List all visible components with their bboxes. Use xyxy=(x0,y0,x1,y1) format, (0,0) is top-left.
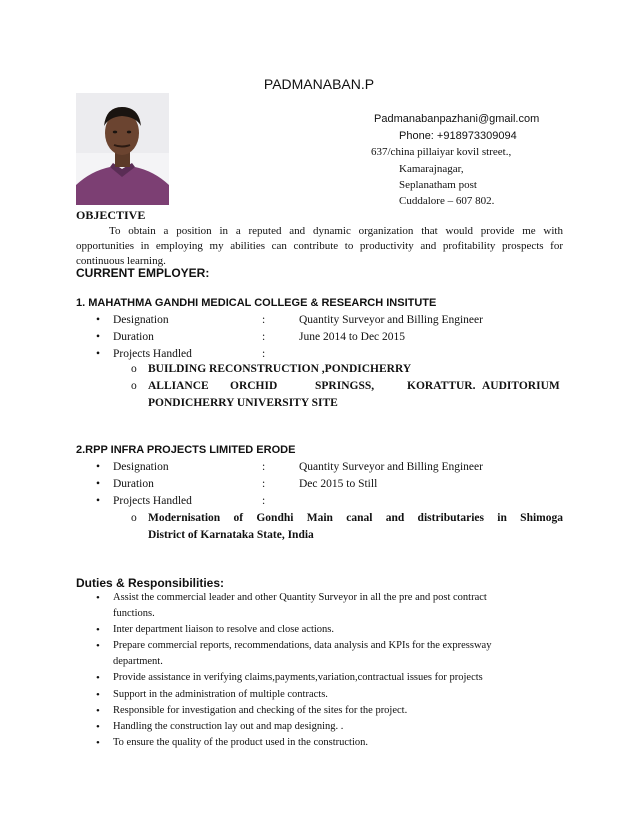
project-2-word-1: ALLIANCE xyxy=(148,380,209,392)
bullet-icon: • xyxy=(96,737,100,749)
objective-line-2: opportunities in employing my abilities can contribute to productivity and profitability prospects for xyxy=(76,240,563,252)
bullet-icon: • xyxy=(96,592,100,604)
bullet-icon: • xyxy=(96,478,101,490)
bullet-icon: • xyxy=(96,495,101,507)
duties-heading: Duties & Responsibilities: xyxy=(76,576,225,590)
address-line-4: Cuddalore – 607 802. xyxy=(399,195,495,207)
address-line-2: Kamarajnagar, xyxy=(399,163,464,175)
designation-label: Designation xyxy=(113,461,169,473)
project-2-word-5: AUDITORIUM xyxy=(482,380,560,392)
duty-item-7: Handling the construction lay out and map designing. . xyxy=(113,721,344,732)
project-1-line-2: District of Karnataka State, India xyxy=(148,529,314,541)
duration-value: June 2014 to Dec 2015 xyxy=(299,331,406,343)
profile-photo xyxy=(76,93,169,205)
duty-item-2: Inter department liaison to resolve and close actions. xyxy=(113,624,335,635)
duration-label: Duration xyxy=(113,331,154,343)
designation-label: Designation xyxy=(113,314,169,326)
project-2-word-2: ORCHID xyxy=(230,380,278,392)
projects-label: Projects Handled xyxy=(113,495,192,507)
address-line-1: 637/china pillaiyar kovil street., xyxy=(371,146,512,158)
projects-label: Projects Handled xyxy=(113,348,192,360)
duty-item-6: Responsible for investigation and checking of the sites for the project. xyxy=(113,705,408,716)
separator: : xyxy=(262,461,266,473)
bullet-icon: • xyxy=(96,640,100,652)
duty-item-4: Provide assistance in verifying claims,payments,variation,contractual issues for projects xyxy=(113,672,483,683)
separator: : xyxy=(262,331,266,343)
designation-value: Quantity Surveyor and Billing Engineer xyxy=(299,461,483,473)
duty-item-5: Support in the administration of multiple contracts. xyxy=(113,689,328,700)
separator: : xyxy=(262,348,266,360)
sub-bullet-icon: o xyxy=(131,512,137,524)
current-employer-heading: CURRENT EMPLOYER: xyxy=(76,266,210,280)
separator: : xyxy=(262,478,266,490)
bullet-icon: • xyxy=(96,461,101,473)
bullet-icon: • xyxy=(96,348,101,360)
email: Padmanabanpazhani@gmail.com xyxy=(374,113,540,125)
bullet-icon: • xyxy=(96,689,100,701)
objective-text xyxy=(76,224,563,269)
bullet-icon: • xyxy=(96,331,101,343)
bullet-icon: • xyxy=(96,721,100,733)
separator: : xyxy=(262,495,266,507)
sub-bullet-icon: o xyxy=(131,363,137,375)
project-1: BUILDING RECONSTRUCTION ,PONDICHERRY xyxy=(148,363,412,375)
separator: : xyxy=(262,314,266,326)
objective-line-1: To obtain a position in a reputed and dynamic organization that would provide me with xyxy=(109,225,563,237)
employer-2-title: 2.RPP INFRA PROJECTS LIMITED ERODE xyxy=(76,444,296,456)
employer-1-title: 1. MAHATHMA GANDHI MEDICAL COLLEGE & RESEARCH INSITUTE xyxy=(76,297,437,309)
sub-bullet-icon: o xyxy=(131,380,137,392)
duty-item-3: Prepare commercial reports, recommendations, data analysis and KPIs for the expressway xyxy=(113,640,492,651)
designation-value: Quantity Surveyor and Billing Engineer xyxy=(299,314,483,326)
bullet-icon: • xyxy=(96,672,100,684)
project-2-word-3: SPRINGSS, xyxy=(315,380,375,392)
phone: Phone: +918973309094 xyxy=(399,130,517,142)
objective-line-3: continuous learning. xyxy=(76,255,166,267)
project-2-line-2: PONDICHERRY UNIVERSITY SITE xyxy=(148,397,338,409)
duration-value: Dec 2015 to Still xyxy=(299,478,378,490)
duty-item-8: To ensure the quality of the product used in the construction. xyxy=(113,737,368,748)
project-2-word-4: KORATTUR. xyxy=(407,380,476,392)
duration-label: Duration xyxy=(113,478,154,490)
candidate-name: PADMANABAN.P xyxy=(263,76,375,92)
bullet-icon: • xyxy=(96,705,100,717)
address-line-3: Seplanatham post xyxy=(399,179,477,191)
bullet-icon: • xyxy=(96,314,101,326)
project-1-line-1: Modernisation of Gondhi Main canal and distributaries in Shimoga xyxy=(148,512,563,524)
duty-item-3-cont: department. xyxy=(113,656,163,667)
objective-heading: OBJECTIVE xyxy=(76,208,146,222)
bullet-icon: • xyxy=(96,624,100,636)
duty-item-1: Assist the commercial leader and other Quantity Surveyor in all the pre and post contract xyxy=(113,592,487,603)
duty-item-1-cont: functions. xyxy=(113,608,155,619)
